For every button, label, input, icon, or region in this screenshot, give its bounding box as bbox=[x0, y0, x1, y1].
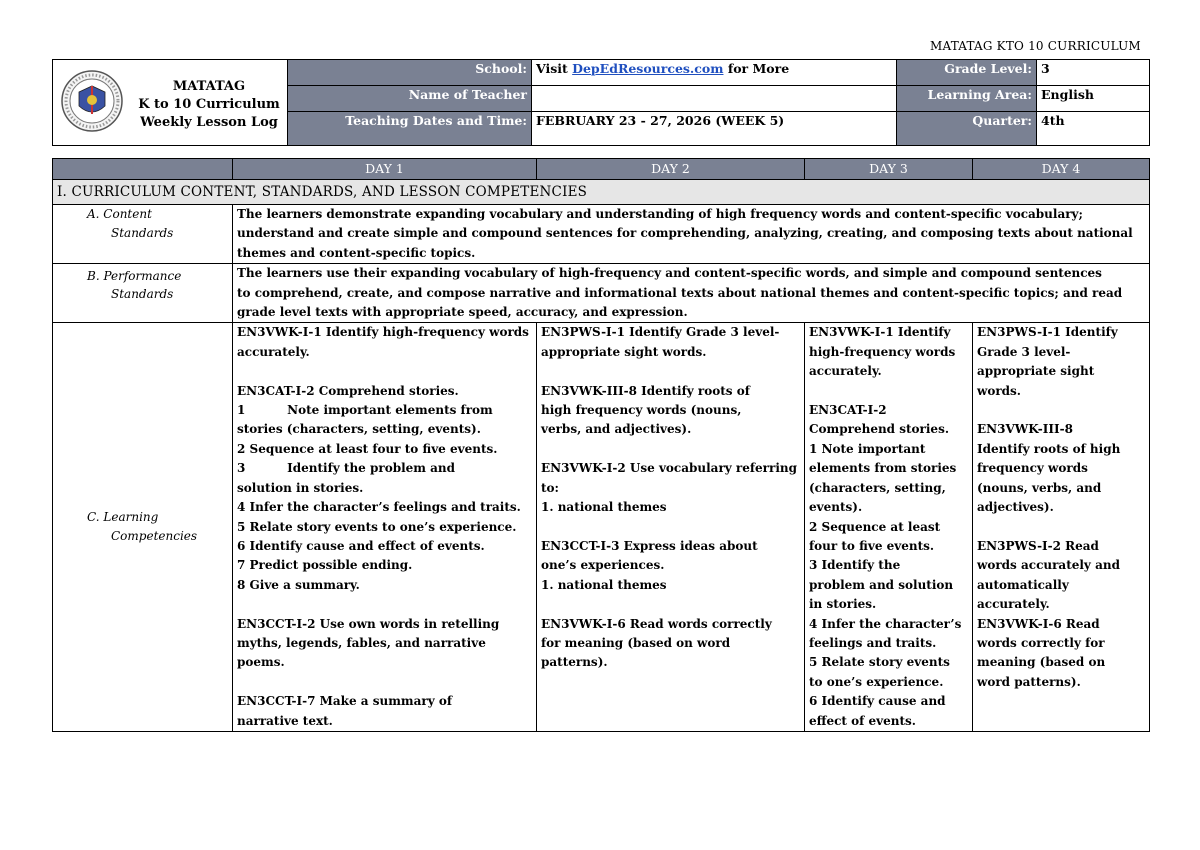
competency-line: Identify roots of high bbox=[977, 441, 1121, 456]
section-row bbox=[53, 180, 1150, 205]
competency-line: accurately. bbox=[809, 364, 882, 379]
day-header-4: DAY 4 bbox=[973, 159, 1150, 180]
competencies-day-1 bbox=[233, 323, 537, 732]
competency-line: words correctly for bbox=[977, 635, 1105, 650]
performance-standards-label: B. Performance Standards bbox=[53, 264, 233, 323]
competency-line: meaning (based on bbox=[977, 655, 1106, 670]
competency-line bbox=[237, 673, 532, 692]
competency-line: myths, legends, fables, and narrative bbox=[237, 635, 486, 650]
grade-level-label: Grade Level: bbox=[897, 60, 1037, 86]
competency-line: to: bbox=[541, 480, 559, 495]
competency-line: elements from stories bbox=[809, 461, 957, 476]
competency-line: (characters, setting, bbox=[809, 480, 946, 495]
competency-line: EN3CAT-I-2 Comprehend stories. bbox=[237, 383, 459, 398]
deped-seal-icon bbox=[61, 70, 123, 132]
competency-line: for meaning (based on word bbox=[541, 635, 731, 650]
day-header-3: DAY 3 bbox=[805, 159, 973, 180]
competency-line: accurately. bbox=[977, 597, 1050, 612]
competency-line: 6 Identify cause and effect of events. bbox=[237, 538, 485, 553]
quarter-value: 4th bbox=[1037, 112, 1150, 146]
competency-line: events). bbox=[809, 500, 863, 515]
learning-competencies-row bbox=[53, 323, 1150, 732]
performance-standards-row bbox=[53, 264, 1150, 323]
competency-line: adjectives). bbox=[977, 500, 1054, 515]
competency-line: automatically bbox=[977, 577, 1069, 592]
day-header-2: DAY 2 bbox=[537, 159, 805, 180]
competency-line: words. bbox=[977, 383, 1021, 398]
competency-line: EN3PWS-I-2 Read bbox=[977, 538, 1099, 553]
competency-line: high frequency words (nouns, bbox=[541, 403, 742, 418]
competency-line: four to five events. bbox=[809, 538, 935, 553]
content-standards-text: The learners demonstrate expanding vocabulary and understanding of high frequency words and content-specific vocabulary; understand and create simple and compound sentences for comprehending, analyzing, creating, and composing texts about national themes and content-specific topics. bbox=[233, 205, 1150, 264]
teaching-dates-value: FEBRUARY 23 - 27, 2026 (WEEK 5) bbox=[532, 112, 897, 146]
school-label: School: bbox=[288, 60, 532, 86]
competency-line: 1 Note important elements from bbox=[237, 403, 493, 418]
competency-line: 4 Infer the character’s feelings and traits. bbox=[237, 500, 521, 515]
competency-line: EN3CCT-I-7 Make a summary of bbox=[237, 694, 453, 709]
competency-line: in stories. bbox=[809, 597, 877, 612]
competency-line: 4 Infer the character’s bbox=[809, 616, 962, 631]
competency-line: EN3CAT-I-2 bbox=[809, 403, 887, 418]
performance-standards-text: The learners use their expanding vocabulary of high-frequency and content-specific words, and simple and compound sentences to comprehend, create, and compose narrative and informational texts about national themes and content-specific topics; and read grade level texts with appropriate speed, accuracy, and expression. bbox=[233, 264, 1150, 323]
competency-line: 5 Relate story events to one’s experience. bbox=[237, 519, 517, 534]
competency-line: 8 Give a summary. bbox=[237, 577, 360, 592]
content-standards-row bbox=[53, 205, 1150, 264]
competency-line: 5 Relate story events bbox=[809, 655, 950, 670]
competency-line: EN3VWK-I-6 Read words correctly bbox=[541, 616, 772, 631]
day-header-row bbox=[53, 159, 1150, 180]
competency-line bbox=[977, 401, 1145, 420]
curriculum-caption: MATATAG KTO 10 CURRICULUM bbox=[930, 39, 1141, 53]
competency-line: poems. bbox=[237, 655, 285, 670]
learning-area-value: English bbox=[1037, 86, 1150, 112]
competency-line: verbs, and adjectives). bbox=[541, 422, 692, 437]
competency-line: EN3VWK-I-2 Use vocabulary referring bbox=[541, 461, 797, 476]
grade-level-value: 3 bbox=[1037, 60, 1150, 86]
school-value: Visit DepEdResources.com for More bbox=[532, 60, 897, 86]
competency-line: accurately. bbox=[237, 344, 310, 359]
competency-line: 3 Identify the bbox=[809, 558, 901, 573]
learning-area-label: Learning Area: bbox=[897, 86, 1037, 112]
competency-line: EN3VWK-I-1 Identify high-frequency words bbox=[237, 325, 529, 340]
competency-line: 7 Predict possible ending. bbox=[237, 558, 413, 573]
competency-line bbox=[541, 595, 800, 614]
competency-line: 1. national themes bbox=[541, 500, 667, 515]
lesson-log-table bbox=[52, 158, 1150, 732]
depedresources-link[interactable]: DepEdResources.com bbox=[572, 61, 724, 76]
competency-line: problem and solution bbox=[809, 577, 954, 592]
competency-line: appropriate sight bbox=[977, 364, 1095, 379]
competency-line: patterns). bbox=[541, 655, 608, 670]
competency-line: one’s experiences. bbox=[541, 558, 665, 573]
competency-line: effect of events. bbox=[809, 713, 916, 728]
competency-line: 2 Sequence at least four to five events. bbox=[237, 441, 498, 456]
competency-line bbox=[541, 440, 800, 459]
competency-line: solution in stories. bbox=[237, 480, 364, 495]
day-header-1: DAY 1 bbox=[233, 159, 537, 180]
day-header-blank bbox=[53, 159, 233, 180]
section-title: I. CURRICULUM CONTENT, STANDARDS, AND LESSON COMPETENCIES bbox=[53, 180, 1150, 205]
competency-line: Grade 3 level- bbox=[977, 344, 1071, 359]
header-table bbox=[52, 59, 1150, 146]
competency-line: appropriate sight words. bbox=[541, 344, 707, 359]
competency-line: stories (characters, setting, events). bbox=[237, 422, 481, 437]
competency-line: high-frequency words bbox=[809, 344, 956, 359]
competency-line: 3 Identify the problem and bbox=[237, 461, 456, 476]
competency-line: EN3PWS-I-1 Identify bbox=[977, 325, 1118, 340]
competency-line bbox=[541, 362, 800, 381]
quarter-label: Quarter: bbox=[897, 112, 1037, 146]
competency-line: EN3VWK-I-1 Identify bbox=[809, 325, 951, 340]
competency-line: to one’s experience. bbox=[809, 674, 944, 689]
competency-line bbox=[541, 518, 800, 537]
competency-line: 2 Sequence at least bbox=[809, 519, 941, 534]
competency-line: word patterns). bbox=[977, 674, 1081, 689]
competency-line: EN3VWK-III-8 Identify roots of bbox=[541, 383, 750, 398]
competency-line: EN3VWK-I-6 Read bbox=[977, 616, 1100, 631]
teacher-label: Name of Teacher bbox=[288, 86, 532, 112]
competency-line: 1. national themes bbox=[541, 577, 667, 592]
competency-line: (nouns, verbs, and bbox=[977, 480, 1102, 495]
header-logo-cell bbox=[53, 60, 288, 146]
teacher-value bbox=[532, 86, 897, 112]
competencies-day-2 bbox=[537, 323, 805, 732]
competency-line bbox=[237, 362, 532, 381]
competency-line bbox=[977, 518, 1145, 537]
content-standards-label: A. Content Standards bbox=[53, 205, 233, 264]
competency-line: words accurately and bbox=[977, 558, 1120, 573]
learning-competencies-label: C. Learning Competencies bbox=[53, 323, 233, 732]
competencies-day-3 bbox=[805, 323, 973, 732]
competency-line: feelings and traits. bbox=[809, 635, 937, 650]
competency-line: 1 Note important bbox=[809, 441, 926, 456]
competency-line: EN3PWS-I-1 Identify Grade 3 level- bbox=[541, 325, 780, 340]
competency-line: frequency words bbox=[977, 461, 1088, 476]
competency-line bbox=[237, 595, 532, 614]
competency-line: narrative text. bbox=[237, 713, 333, 728]
competency-line: 6 Identify cause and bbox=[809, 694, 946, 709]
header-title: MATATAG K to 10 Curriculum Weekly Lesson Log bbox=[138, 79, 280, 130]
competencies-day-4 bbox=[973, 323, 1150, 732]
competency-line: EN3CCT-I-3 Express ideas about bbox=[541, 538, 758, 553]
competency-line: EN3VWK-III-8 bbox=[977, 422, 1073, 437]
competency-line: Comprehend stories. bbox=[809, 422, 950, 437]
competency-line bbox=[809, 382, 968, 401]
teaching-dates-label: Teaching Dates and Time: bbox=[288, 112, 532, 146]
competency-line: EN3CCT-I-2 Use own words in retelling bbox=[237, 616, 500, 631]
